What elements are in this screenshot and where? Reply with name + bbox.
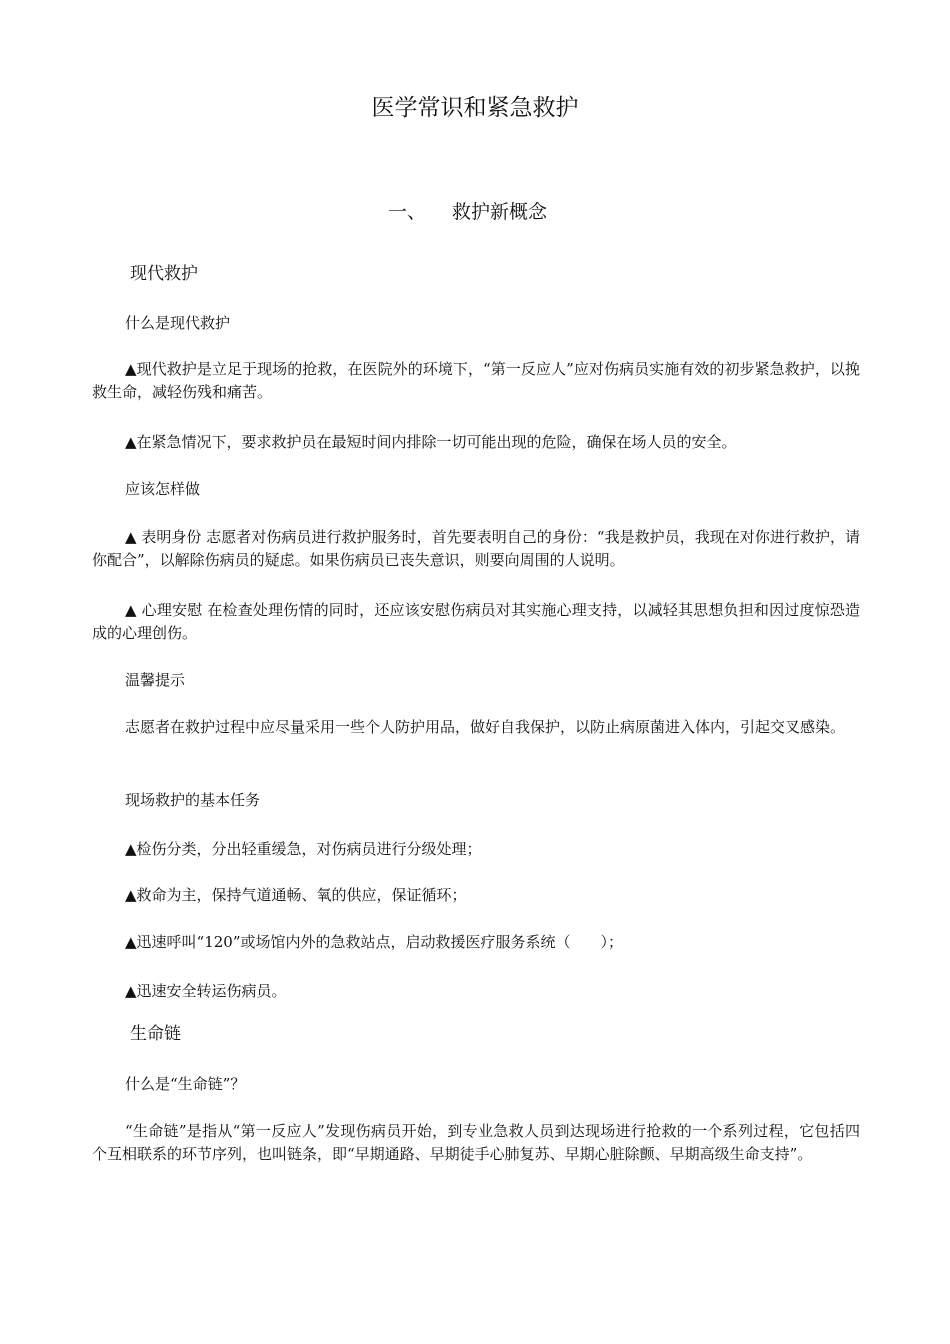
list-item-task-4: ▲迅速安全转运伤病员。 [125, 982, 287, 1000]
list-item-task-3: ▲迅速呼叫“120”或场馆内外的急救站点，启动救援医疗服务系统（ ）； [125, 933, 624, 951]
subheading-how-to-do: 应该怎样做 [125, 480, 201, 498]
document-title: 医学常识和紧急救护 [371, 95, 579, 121]
list-item-task-1: ▲检伤分类，分出轻重缓急，对伤病员进行分级处理； [125, 840, 482, 858]
paragraph-psychological-comfort: ▲ 心理安慰 在检查处理伤情的同时，还应该安慰伤病员对其实施心理支持，以减轻其思想负担和因过度惊恐造成的心理创伤。 [92, 601, 860, 642]
heading-modern-rescue: 现代救护 [130, 264, 198, 284]
subheading-what-is-modern-rescue: 什么是现代救护 [125, 314, 231, 332]
section-title [388, 198, 547, 226]
list-item-task-2: ▲救命为主，保持气道通畅、氧的供应，保证循环； [125, 886, 467, 904]
section-number: 一、 [388, 201, 427, 223]
paragraph-modern-rescue-2: ▲在紧急情况下，要求救护员在最短时间内排除一切可能出现的危险，确保在场人员的安全。 [125, 433, 737, 451]
paragraph-identify-yourself: ▲ 表明身份 志愿者对伤病员进行救护服务时，首先要表明自己的身份：“我是救护员，我现在对你进行救护，请你配合”，以解除伤病员的疑虑。如果伤病员已丧失意识，则要向周围的人说明。 [92, 528, 860, 569]
paragraph-modern-rescue-1: ▲现代救护是立足于现场的抢救，在医院外的环境下，“第一反应人”应对伤病员实施有效的初步紧急救护，以挽救生命，减轻伤残和痛苦。 [92, 360, 860, 401]
paragraph-warm-tips: 志愿者在救护过程中应尽量采用一些个人防护用品，做好自我保护，以防止病原菌进入体内，引起交叉感染。 [125, 718, 846, 736]
subheading-what-is-chain-of-life: 什么是“生命链”？ [125, 1075, 246, 1093]
heading-chain-of-life: 生命链 [130, 1024, 181, 1044]
subheading-basic-tasks: 现场救护的基本任务 [125, 791, 261, 809]
subheading-warm-tips: 温馨提示 [125, 671, 186, 689]
section-title-text: 救护新概念 [452, 201, 548, 223]
paragraph-chain-of-life: “生命链”是指从“第一反应人”发现伤病员开始，到专业急救人员到达现场进行抢救的一个系列过程，它包括四个互相联系的环节序列，也叫链条，即“早期通路、早期徒手心肺复苏、早期心脏除颤、早期高级生命支持”。 [92, 1122, 860, 1163]
